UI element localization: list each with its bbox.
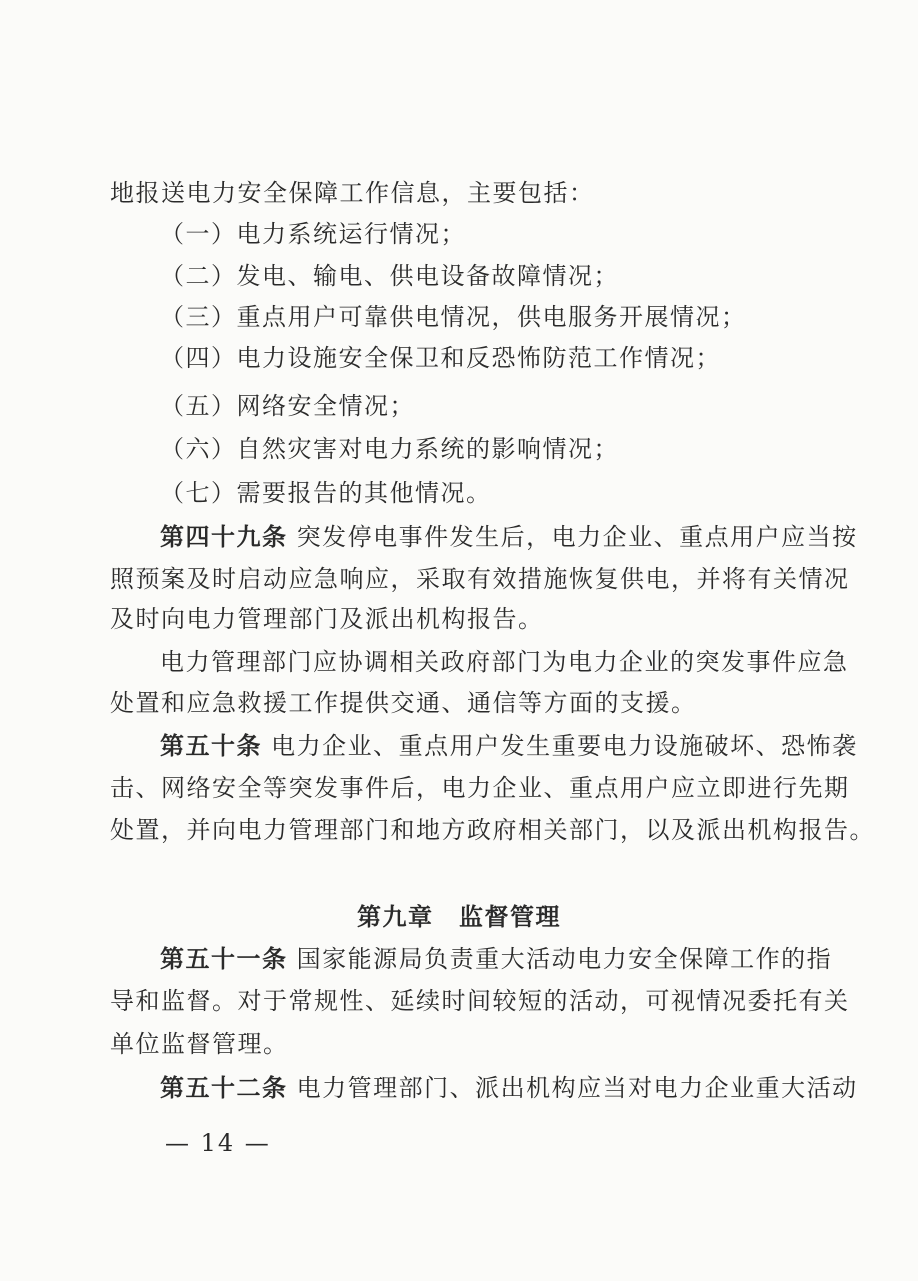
list-item: （三）重点用户可靠供电情况，供电服务开展情况；	[160, 303, 747, 331]
list-item: （六）自然灾害对电力系统的影响情况；	[160, 435, 619, 463]
list-item: （一）电力系统运行情况；	[160, 220, 466, 248]
list-item: （四）电力设施安全保卫和反恐怖防范工作情况；	[160, 344, 721, 372]
article-label: 第五十一条	[160, 945, 288, 973]
paragraph-line-2: 处置和应急救援工作提供交通、通信等方面的支援。	[110, 689, 697, 717]
article-52-line-1	[160, 1073, 858, 1103]
page-number: — 14 —	[165, 1129, 271, 1157]
article-label: 第五十条	[160, 732, 262, 760]
article-49-line-3: 及时向电力管理部门及派出机构报告。	[110, 605, 544, 633]
list-item: （五）网络安全情况；	[160, 392, 415, 420]
article-51-line-1	[160, 944, 832, 974]
article-50-line-2: 击、网络安全等突发事件后，电力企业、重点用户应立即进行先期	[110, 774, 850, 802]
article-label: 第四十九条	[160, 523, 288, 551]
article-49-line-2: 照预案及时启动应急响应，采取有效措施恢复供电，并将有关情况	[110, 565, 850, 593]
list-item: （二）发电、输电、供电设备故障情况；	[160, 262, 619, 290]
article-50-line-3: 处置，并向电力管理部门和地方政府相关部门，以及派出机构报告。	[110, 816, 875, 844]
article-text: 突发停电事件发生后，电力企业、重点用户应当按	[287, 523, 858, 551]
article-label: 第五十二条	[160, 1074, 288, 1102]
article-50-line-1	[160, 731, 858, 761]
paragraph-line: 地报送电力安全保障工作信息，主要包括：	[110, 179, 595, 207]
article-49-line-1	[160, 522, 858, 552]
article-text: 电力企业、重点用户发生重要电力设施破坏、恐怖袭	[262, 732, 858, 760]
article-51-line-2: 导和监督。对于常规性、延续时间较短的活动，可视情况委托有关	[110, 987, 850, 1015]
article-text: 电力管理部门、派出机构应当对电力企业重大活动	[287, 1074, 858, 1102]
article-text: 国家能源局负责重大活动电力安全保障工作的指	[287, 945, 833, 973]
article-51-line-3: 单位监督管理。	[110, 1030, 289, 1058]
list-item: （七）需要报告的其他情况。	[160, 479, 492, 507]
chapter-heading: 第九章 监督管理	[357, 903, 561, 931]
paragraph-line-1: 电力管理部门应协调相关政府部门为电力企业的突发事件应急	[160, 648, 849, 676]
